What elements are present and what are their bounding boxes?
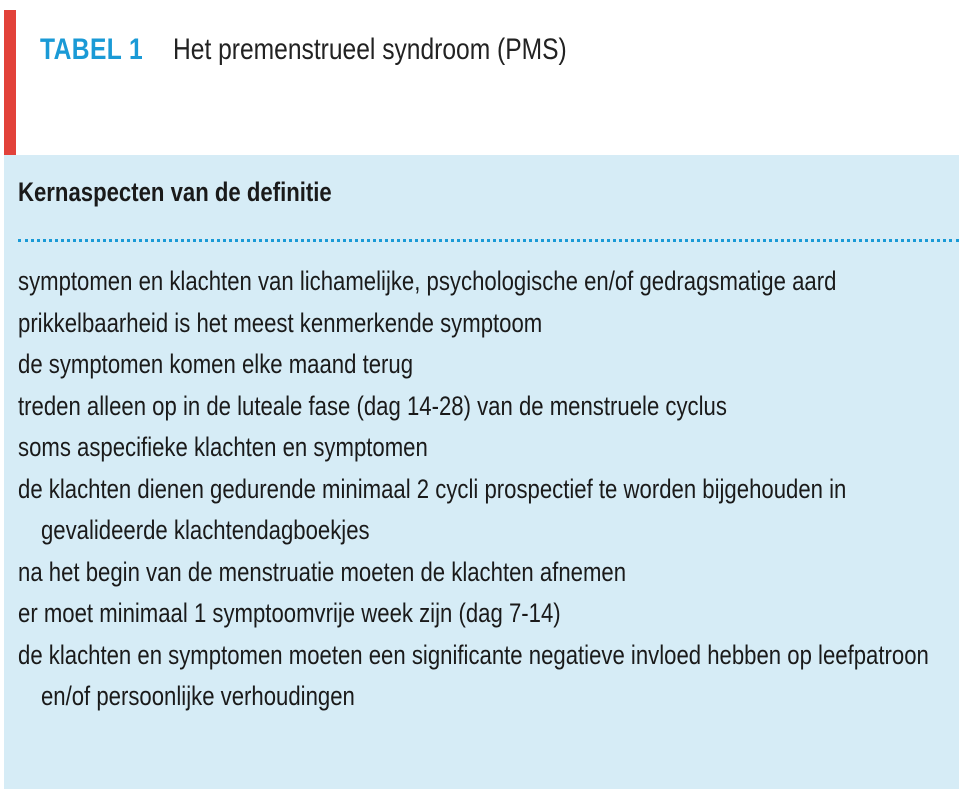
list-item: er moet minimaal 1 symptoomvrije week zijn (dag 7-14) — [18, 598, 561, 628]
list-item: de symptomen komen elke maand terug — [18, 349, 414, 379]
table-title: Het premenstrueel syndroom (PMS) — [173, 33, 567, 66]
list-item: soms aspecifieke klachten en symptomen — [18, 432, 428, 462]
list-item: prikkelbaarheid is het meest kenmerkende symptoom — [18, 307, 543, 338]
dotted-divider — [18, 239, 959, 242]
list-item: treden alleen op in de luteale fase (dag 14-28) van de menstruele cyclus — [18, 390, 727, 421]
list-item: na het begin van de menstruatie moeten de klachten afnemen — [18, 556, 627, 587]
list-item: de klachten dienen gedurende minimaal 2 cycli prospectief te worden bijgehouden in gevalideerde klachtendagboekjes — [18, 473, 847, 545]
accent-bar — [4, 10, 16, 155]
table-header — [40, 30, 567, 75]
list-item: symptomen en klachten van lichamelijke, psychologische en/of gedragsmatige aard — [18, 266, 837, 296]
panel-heading: Kernaspecten van de definitie — [18, 177, 332, 207]
table-number-label: TABEL 1 — [40, 33, 144, 66]
list-item: de klachten en symptomen moeten een significante negatieve invloed hebben op leefpatroon en/of persoonlijke verhoudingen — [18, 639, 929, 711]
definition-panel — [4, 155, 959, 789]
definition-list — [18, 261, 953, 718]
